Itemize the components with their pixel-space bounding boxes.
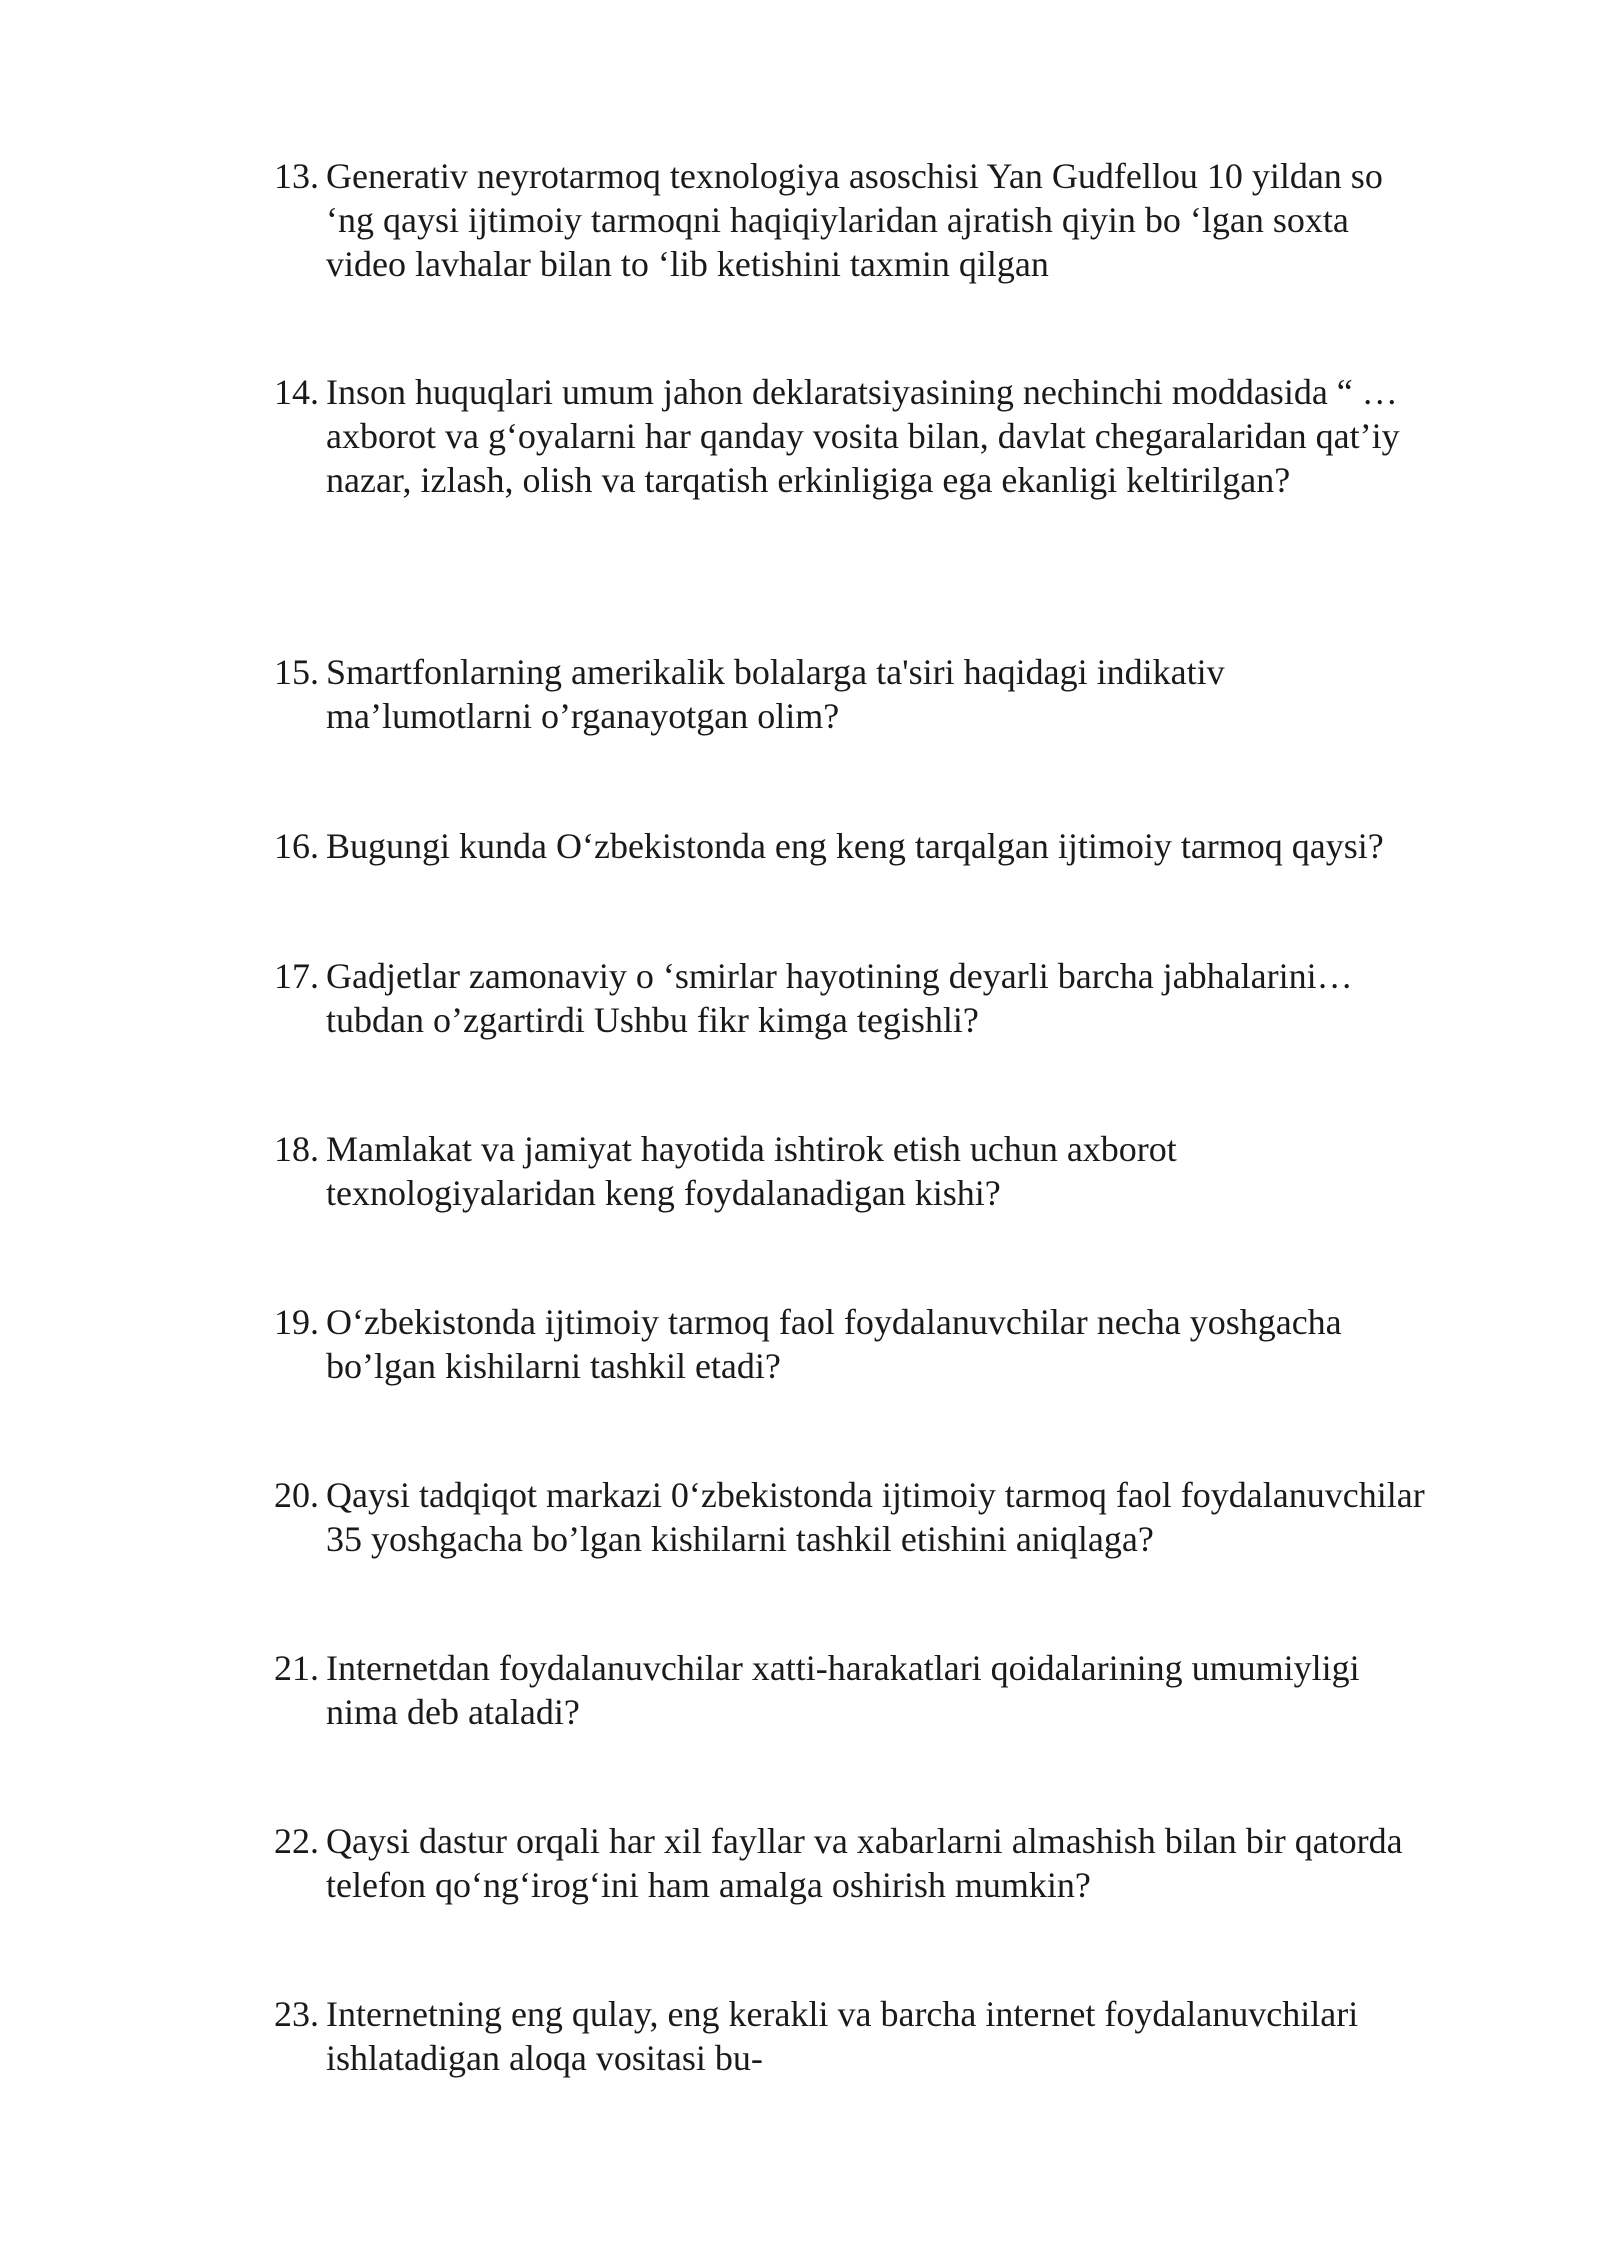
- question-14: [274, 370, 1494, 502]
- question-number: 16.: [274, 826, 319, 866]
- question-number: 21.: [274, 1648, 319, 1688]
- question-number: 22.: [274, 1821, 319, 1861]
- question-number: 14.: [274, 372, 319, 412]
- question-number: 17.: [274, 956, 319, 996]
- question-text: Smartfonlarning amerikalik bolalarga ta'siri haqidagi indikativ ma’lumotlarni o’rganayotgan olim?: [326, 652, 1225, 736]
- question-number: 19.: [274, 1302, 319, 1342]
- question-text: Internetning eng qulay, eng kerakli va barcha internet foydalanuvchilari ishlatadigan aloqa vositasi bu-: [326, 1994, 1359, 2078]
- question-text: Gadjetlar zamonaviy o ‘smirlar hayotining deyarli barcha jabhalarini… tubdan o’zgartirdi Ushbu fikr kimga tegishli?: [326, 956, 1353, 1040]
- question-18: [274, 1127, 1494, 1215]
- question-number: 20.: [274, 1475, 319, 1515]
- question-19: [274, 1300, 1494, 1388]
- question-20: [274, 1473, 1494, 1561]
- question-text: Generativ neyrotarmoq texnologiya asoschisi Yan Gudfellou 10 yildan so ‘ng qaysi ijtimoiy tarmoqni haqiqiylaridan ajratish qiyin bo ‘lgan soxta video lavhalar bilan to ‘lib ketishini taxmin qilgan: [326, 156, 1383, 284]
- question-23: [274, 1992, 1494, 2080]
- question-21: [274, 1646, 1494, 1734]
- question-text: Mamlakat va jamiyat hayotida ishtirok etish uchun axborot texnologiyalaridan keng foydalanadigan kishi?: [326, 1129, 1177, 1213]
- question-text: O‘zbekistonda ijtimoiy tarmoq faol foydalanuvchilar necha yoshgacha bo’lgan kishilarni tashkil etadi?: [326, 1302, 1342, 1386]
- question-13: [274, 154, 1494, 286]
- question-text: Internetdan foydalanuvchilar xatti-harakatlari qoidalarining umumiyligi nima deb ataladi?: [326, 1648, 1360, 1732]
- question-15: [274, 650, 1494, 738]
- question-number: 23.: [274, 1994, 319, 2034]
- question-number: 13.: [274, 156, 319, 196]
- question-22: [274, 1819, 1494, 1907]
- question-text: Inson huquqlari umum jahon deklaratsiyasining nechinchi moddasida “ … axborot va g‘oyalarni har qanday vosita bilan, davlat chegaralaridan qat’iy nazar, izlash, olish va tarqatish erkinligiga ega ekanligi keltirilgan?: [326, 372, 1400, 500]
- question-17: [274, 954, 1494, 1042]
- question-text: Qaysi dastur orqali har xil fayllar va xabarlarni almashish bilan bir qatorda telefon qo‘ng‘irog‘ini ham amalga oshirish mumkin?: [326, 1821, 1403, 1905]
- question-text: Bugungi kunda O‘zbekistonda eng keng tarqalgan ijtimoiy tarmoq qaysi?: [326, 826, 1384, 866]
- question-16: [274, 824, 1494, 868]
- question-number: 18.: [274, 1129, 319, 1169]
- question-number: 15.: [274, 652, 319, 692]
- question-text: Qaysi tadqiqot markazi 0‘zbekistonda ijtimoiy tarmoq faol foydalanuvchilar 35 yoshgacha bo’lgan kishilarni tashkil etishini aniqlaga?: [326, 1475, 1425, 1559]
